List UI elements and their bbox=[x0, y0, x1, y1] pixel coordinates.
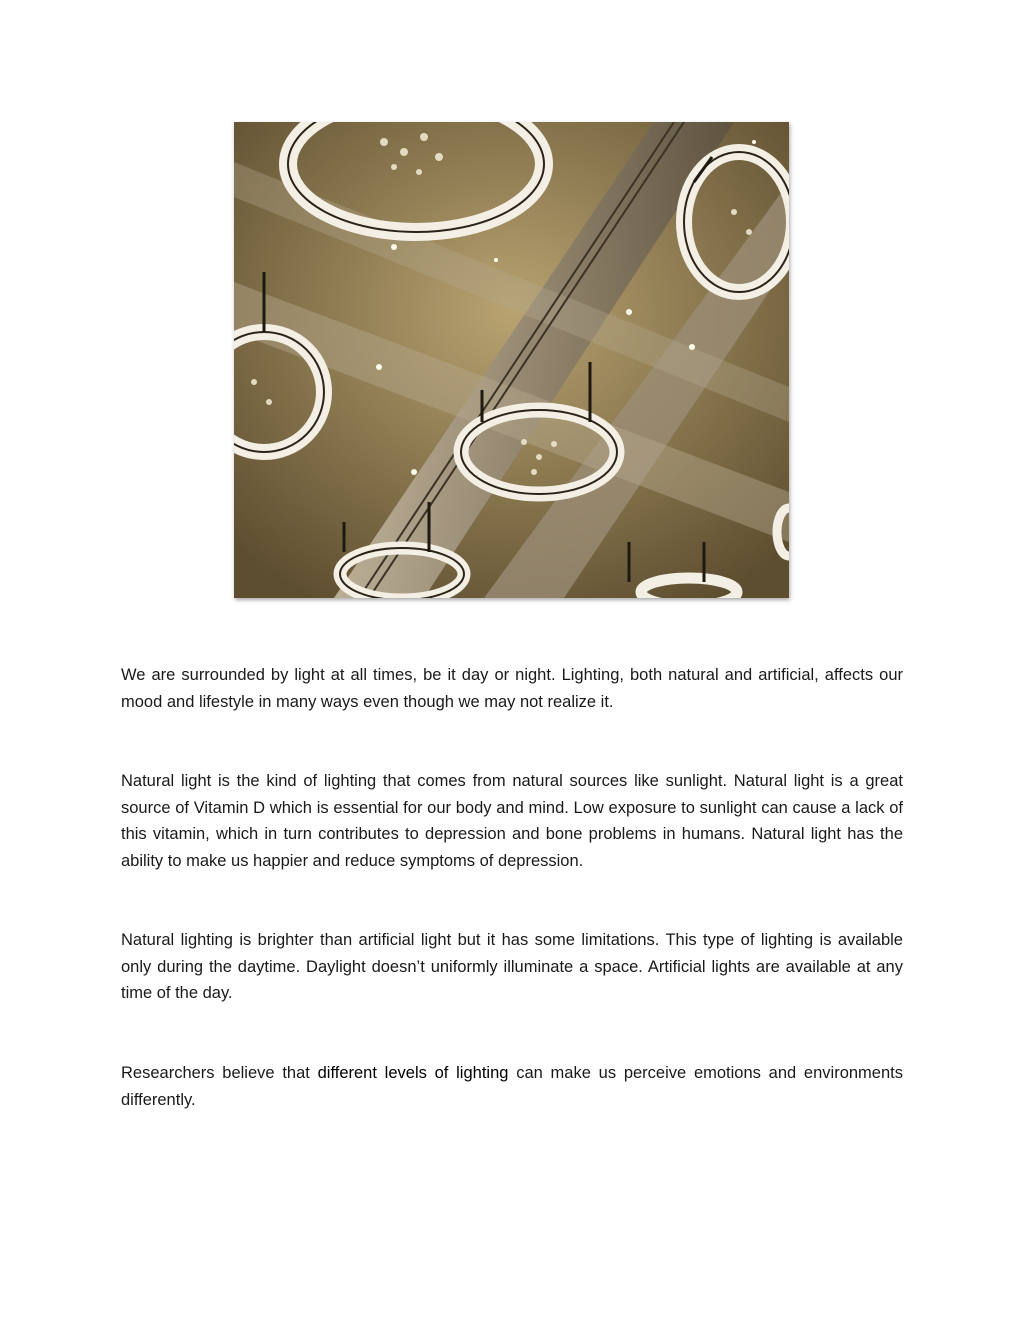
natural-lighting-limitations-paragraph: Natural lighting is brighter than artificial light but it has some limitations. This type of lighting is available only during the daytime. Daylight doesn’t uniformly illuminate a space. Artificial lights are available at any time of the day. bbox=[121, 931, 903, 1002]
researchers-paragraph-start: Researchers believe that bbox=[121, 1064, 318, 1082]
intro-paragraph: We are surrounded by light at all times, be it day or night. Lighting, both natural and artificial, affects our mood and lifestyle in many ways even though we may not realize it. bbox=[121, 666, 903, 711]
natural-light-paragraph: Natural light is the kind of lighting that comes from natural sources like sunlight. Natural light is a great source of Vitamin D which is essential for our body and mind. Low exposure to sunlight can cause a lack of this vitamin, which in turn contributes to depression and bone problems in humans. Natural light has the ability to make us happier and reduce symptoms of depression. bbox=[121, 772, 903, 870]
researchers-paragraph bbox=[121, 1060, 903, 1113]
different-levels-of-lighting-link[interactable]: different levels of lighting bbox=[317, 1064, 509, 1082]
chandelier-photo bbox=[234, 122, 789, 598]
chandelier-illustration bbox=[234, 122, 789, 598]
researchers-paragraph-end: can make us perceive emotions and environments differently. bbox=[121, 1064, 903, 1109]
